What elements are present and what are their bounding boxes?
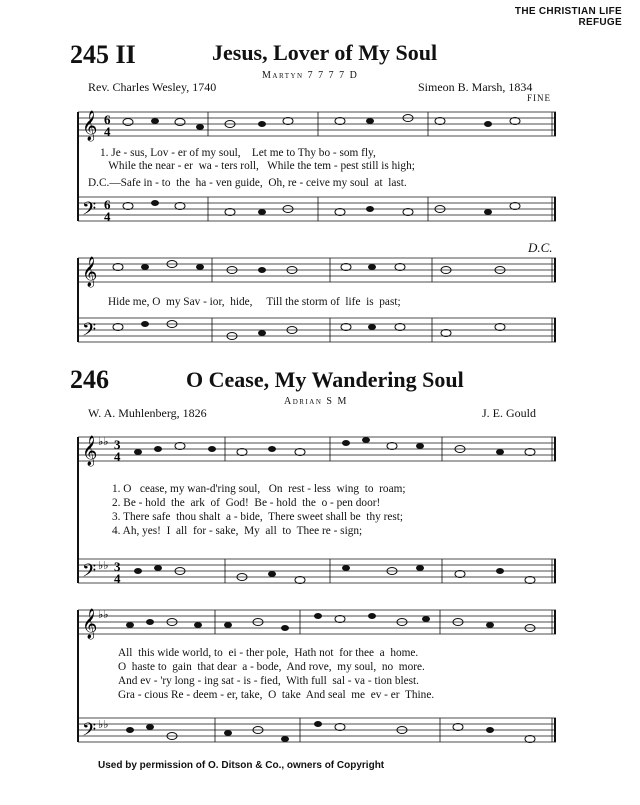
lyric-line: 2. Be - hold the ark of God! Be - hold the o - pen door!: [112, 497, 381, 509]
svg-text:♭♭: ♭♭: [98, 560, 109, 572]
lyric-line: 4. Ah, yes! I all for - sake, My all to Thee re - sign;: [112, 525, 363, 537]
svg-text:6: 6: [104, 112, 111, 127]
section-heading: [515, 6, 622, 28]
svg-text:♭♭: ♭♭: [98, 609, 109, 621]
hymn-number: 245 II: [70, 40, 136, 69]
fine-marker: FINE: [527, 93, 551, 103]
lyric-line: D.C.—Safe in - to the ha - ven guide, Oh, re - ceive my soul at last.: [88, 177, 407, 189]
hymn-number: 246: [70, 365, 109, 394]
svg-text:♭♭: ♭♭: [98, 719, 109, 731]
composer-credit: J. E. Gould: [482, 406, 536, 420]
composer-credit: Simeon B. Marsh, 1834: [418, 80, 533, 94]
hymn-title: O Cease, My Wandering Soul: [186, 367, 464, 392]
lyric-line: While the near - er wa - ters roll, While the tem - pest still is high;: [100, 160, 415, 172]
svg-text:4: 4: [104, 124, 111, 139]
tune-name: Adrian S M: [284, 396, 348, 407]
hymn-title: Jesus, Lover of My Soul: [212, 40, 438, 65]
tune-name: Martyn 7 7 7 7 D: [262, 70, 359, 81]
svg-text:6: 6: [104, 197, 111, 212]
lyric-line: 3. There safe thou shalt a - bide, There sweet shall be thy rest;: [112, 511, 404, 523]
author-credit: Rev. Charles Wesley, 1740: [88, 80, 217, 94]
lyric-line: Hide me, O my Sav - ior, hide, Till the storm of life is past;: [108, 296, 401, 308]
lyric-line: And ev - 'ry long - ing sat - is - fied, With full sal - va - tion blest.: [118, 675, 419, 687]
svg-text:4: 4: [114, 571, 121, 586]
lyric-line: 1. O cease, my wan-d'ring soul, On rest - less wing to roam;: [112, 483, 406, 495]
lyric-line: O haste to gain that dear a - bode, And rove, my soul, no more.: [118, 661, 425, 673]
dc-marker: D.C.: [528, 240, 553, 255]
svg-text:𝄞: 𝄞: [82, 436, 98, 466]
author-credit: W. A. Muhlenberg, 1826: [88, 406, 207, 420]
music-staff-system: [0, 250, 640, 370]
svg-text:♭♭: ♭♭: [98, 436, 109, 448]
svg-text:4: 4: [114, 449, 121, 464]
svg-text:3: 3: [114, 559, 121, 574]
svg-text:3: 3: [114, 437, 121, 452]
svg-text:𝄢: 𝄢: [82, 720, 97, 745]
section-subtitle: REFUGE: [578, 17, 622, 28]
lyric-line: All this wide world, to ei - ther pole, Hath not for thee a home.: [118, 647, 419, 659]
svg-text:𝄢: 𝄢: [82, 561, 97, 586]
svg-text:𝄞: 𝄞: [82, 609, 98, 639]
svg-text:𝄞: 𝄞: [82, 257, 98, 287]
section-title: THE CHRISTIAN LIFE: [514, 6, 622, 17]
lyric-line: Gra - cious Re - deem - er, take, O take And seal me ev - er Thine.: [118, 689, 435, 701]
lyric-line: 1. Je - sus, Lov - er of my soul, Let me to Thy bo - som fly,: [100, 147, 376, 159]
svg-text:4: 4: [104, 209, 111, 224]
svg-text:𝄞: 𝄞: [82, 111, 98, 141]
copyright-notice: Used by permission of O. Ditson & Co., owners of Copyright: [98, 760, 385, 771]
svg-text:𝄢: 𝄢: [82, 320, 97, 345]
svg-text:𝄢: 𝄢: [82, 199, 97, 224]
